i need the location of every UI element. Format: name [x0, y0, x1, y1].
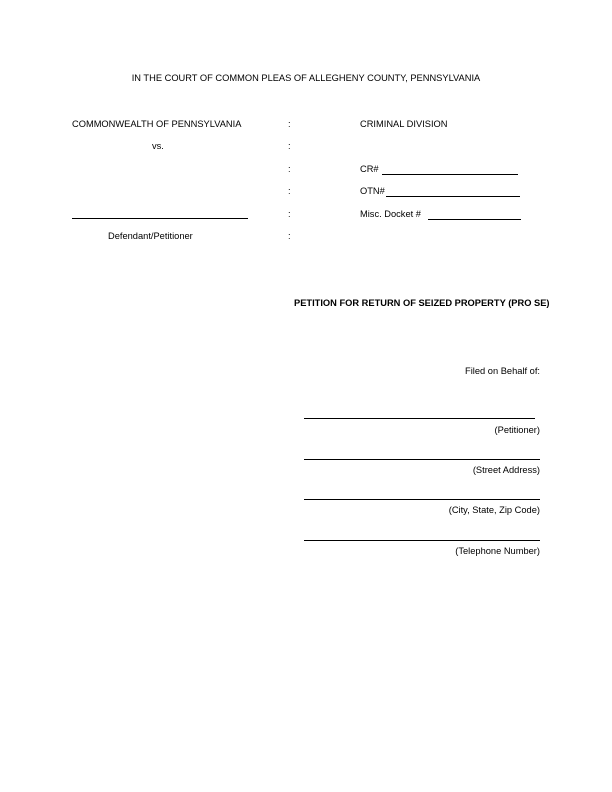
- plaintiff-name: COMMONWEALTH OF PENNSYLVANIA: [72, 119, 242, 129]
- petitioner-caption: (Petitioner): [494, 425, 540, 435]
- caption-colon: :: [288, 186, 291, 196]
- otn-number-line[interactable]: [386, 196, 520, 197]
- misc-docket-line[interactable]: [428, 219, 521, 220]
- caption-colon: :: [288, 119, 291, 129]
- city-state-zip-caption: (City, State, Zip Code): [448, 505, 540, 515]
- court-heading: IN THE COURT OF COMMON PLEAS OF ALLEGHENY COUNTY, PENNSYLVANIA: [131, 73, 481, 83]
- cr-number-line[interactable]: [382, 174, 518, 175]
- misc-docket-label: Misc. Docket #: [360, 209, 421, 219]
- defendant-label: Defendant/Petitioner: [108, 231, 193, 241]
- petitioner-line[interactable]: [304, 418, 535, 419]
- caption-colon: :: [288, 164, 291, 174]
- city-state-zip-line[interactable]: [304, 499, 540, 500]
- caption-colon: :: [288, 141, 291, 151]
- cr-number-label: CR#: [360, 164, 379, 174]
- defendant-name-line[interactable]: [72, 218, 248, 219]
- filed-on-behalf-label: Filed on Behalf of:: [465, 366, 540, 376]
- versus-label: vs.: [152, 141, 164, 151]
- telephone-caption: (Telephone Number): [455, 546, 540, 556]
- division-label: CRIMINAL DIVISION: [360, 119, 448, 129]
- street-address-line[interactable]: [304, 459, 540, 460]
- street-address-caption: (Street Address): [472, 465, 540, 475]
- document-title: PETITION FOR RETURN OF SEIZED PROPERTY (PRO SE): [294, 298, 550, 308]
- caption-colon: :: [288, 231, 291, 241]
- telephone-line[interactable]: [304, 540, 540, 541]
- caption-colon: :: [288, 209, 291, 219]
- otn-number-label: OTN#: [360, 186, 385, 196]
